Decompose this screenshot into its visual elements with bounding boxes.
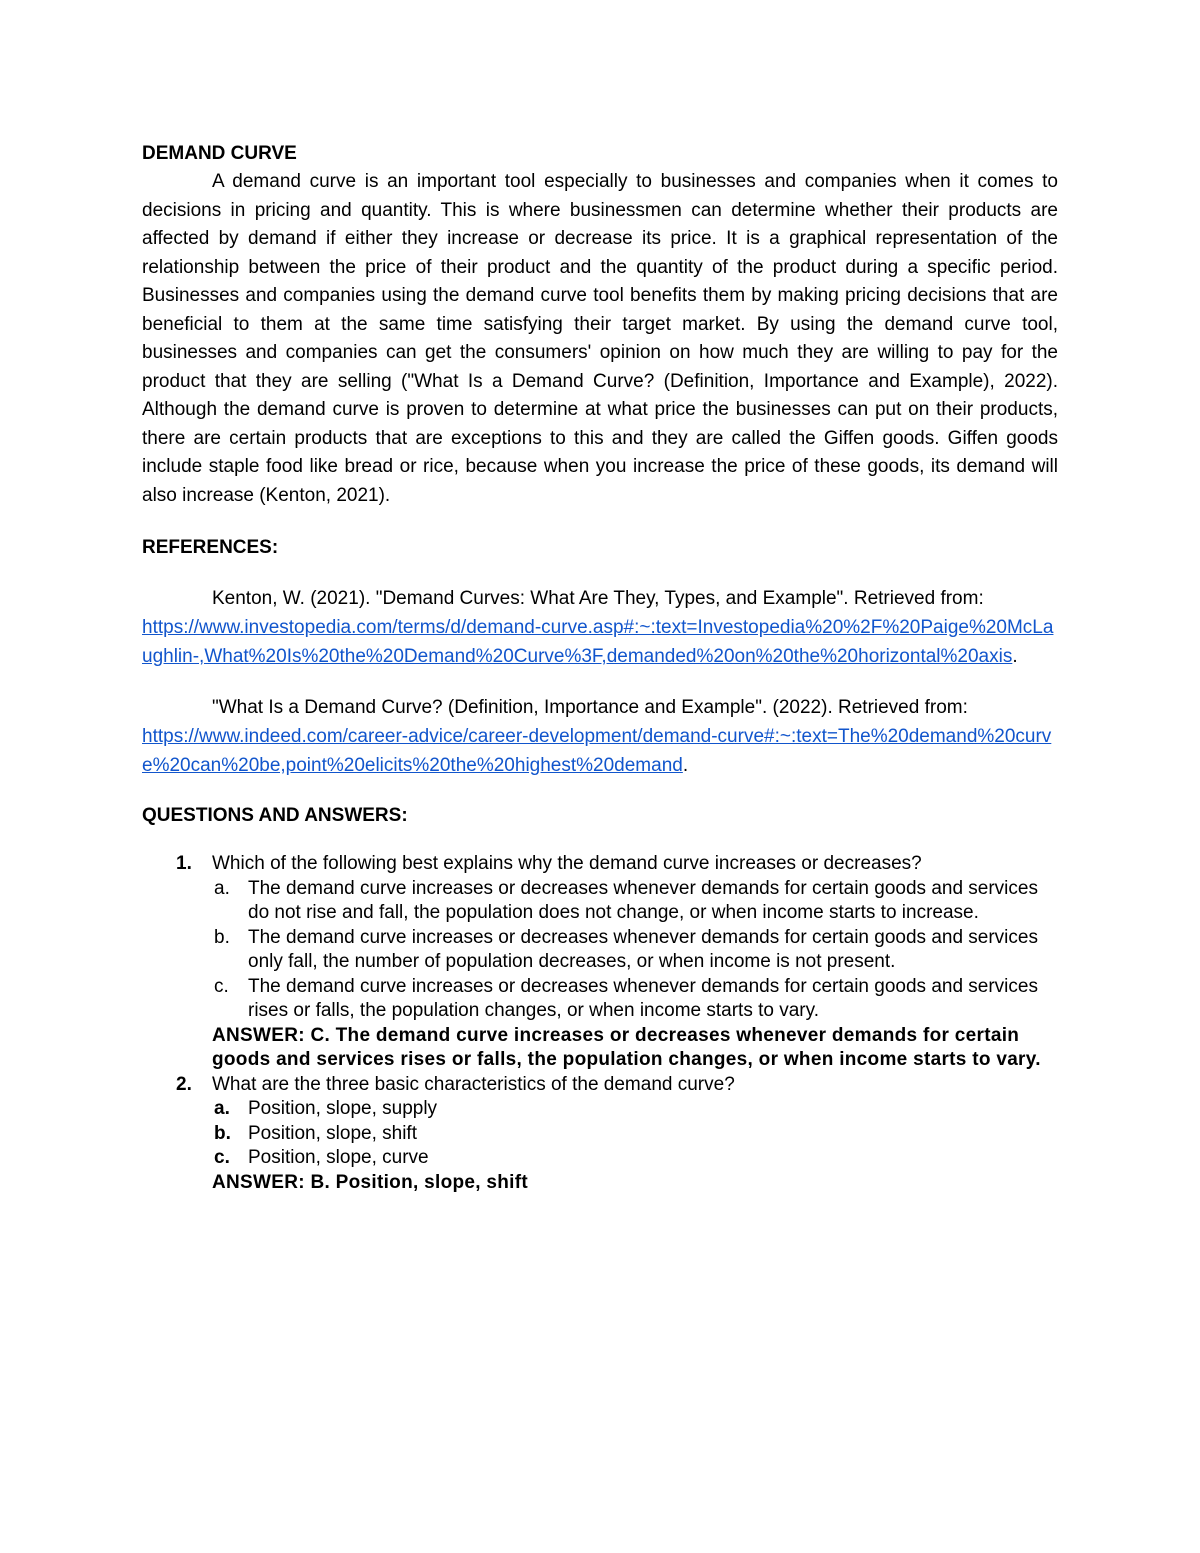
option-letter: b.	[214, 926, 230, 948]
reference-trailing-period: .	[1012, 646, 1018, 667]
reference-citation: "What Is a Demand Curve? (Definition, Importance and Example". (2022). Retrieved from:	[212, 697, 968, 718]
option-item	[212, 926, 1058, 975]
option-letter: a.	[214, 877, 230, 899]
section-heading-questions: QUESTIONS AND ANSWERS:	[142, 805, 408, 826]
option-letter: a.	[214, 1098, 230, 1119]
demand-curve-paragraph: A demand curve is an important tool especially to businesses and companies when it comes to decisions in pricing and quantity. This is where businessmen can determine whether their products are affected by demand if either they increase or decrease its price. It is a graphical representation of the relationship between the price of their product and the quantity of the product during a specific period. Businesses and companies using the demand curve tool benefits them by making pricing decisions that are beneficial to them at the same time satisfying their target market. By using the demand curve tool, businesses and companies can get the consumers' opinion on how much they are willing to pay for the product that they are selling ("What Is a Demand Curve? (Definition, Importance and Example), 2022). Although the demand curve is proven to determine at what price the businesses can put on their products, there are certain products that are exceptions to this and they are called the Giffen goods. Giffen goods include staple food like bread or rice, because when you increase the price of these goods, its demand will also increase (Kenton, 2021).	[142, 171, 1058, 506]
option-text: The demand curve increases or decreases whenever demands for certain goods and services do not rise and fall, the population does not change, or when income starts to increase.	[248, 877, 1038, 923]
option-text: Position, slope, curve	[248, 1147, 429, 1168]
question-number: 2.	[176, 1073, 192, 1095]
question-list	[142, 852, 1058, 1195]
option-list	[212, 1097, 1058, 1171]
option-item	[212, 1146, 1058, 1171]
reference-link[interactable]: https://www.investopedia.com/terms/d/demand-curve.asp#:~:text=Investopedia%20%2F%20Paige%20McLaughlin-,What%20Is%20the%20Demand%20Curve%3F,demanded%20on%20the%20horizontal%20axis	[142, 617, 1054, 667]
option-text: The demand curve increases or decreases whenever demands for certain goods and services rises or falls, the population changes, or when income starts to vary.	[248, 975, 1038, 1021]
option-list	[212, 877, 1058, 1024]
section-heading-demand-curve: DEMAND CURVE	[142, 143, 297, 164]
question-text: What are the three basic characteristics of the demand curve?	[212, 1073, 735, 1095]
option-letter: c.	[214, 975, 229, 997]
option-text: Position, slope, shift	[248, 1122, 417, 1144]
option-letter: c.	[214, 1147, 230, 1168]
answer-text: ANSWER: C. The demand curve increases or decreases whenever demands for certain goods and services rises or falls, the population changes, or when income starts to vary.	[212, 1024, 1041, 1070]
reference-entry-1	[142, 584, 1058, 671]
option-item	[212, 1122, 1058, 1147]
reference-entry-2	[142, 693, 1058, 780]
question-item-2	[142, 1073, 1058, 1196]
document-page	[142, 140, 1058, 1195]
option-item	[212, 1097, 1058, 1122]
question-text: Which of the following best explains why the demand curve increases or decreases?	[212, 853, 922, 874]
question-item-1	[142, 852, 1058, 1073]
option-letter: b.	[214, 1122, 231, 1144]
option-text: Position, slope, supply	[248, 1098, 438, 1119]
option-item	[212, 975, 1058, 1024]
question-number: 1.	[176, 853, 192, 874]
reference-citation: Kenton, W. (2021). "Demand Curves: What Are They, Types, and Example". Retrieved from:	[212, 588, 984, 609]
reference-link[interactable]: https://www.indeed.com/career-advice/career-development/demand-curve#:~:text=The%20demand%20curve%20can%20be,point%20elicits%20the%20highest%20demand	[142, 726, 1052, 776]
option-item	[212, 877, 1058, 926]
section-heading-references: REFERENCES:	[142, 537, 279, 558]
reference-trailing-period: .	[682, 755, 689, 776]
option-text: The demand curve increases or decreases whenever demands for certain goods and services only fall, the number of population decreases, or when income is not present.	[248, 926, 1038, 972]
answer-text: ANSWER: B. Position, slope, shift	[212, 1171, 529, 1193]
